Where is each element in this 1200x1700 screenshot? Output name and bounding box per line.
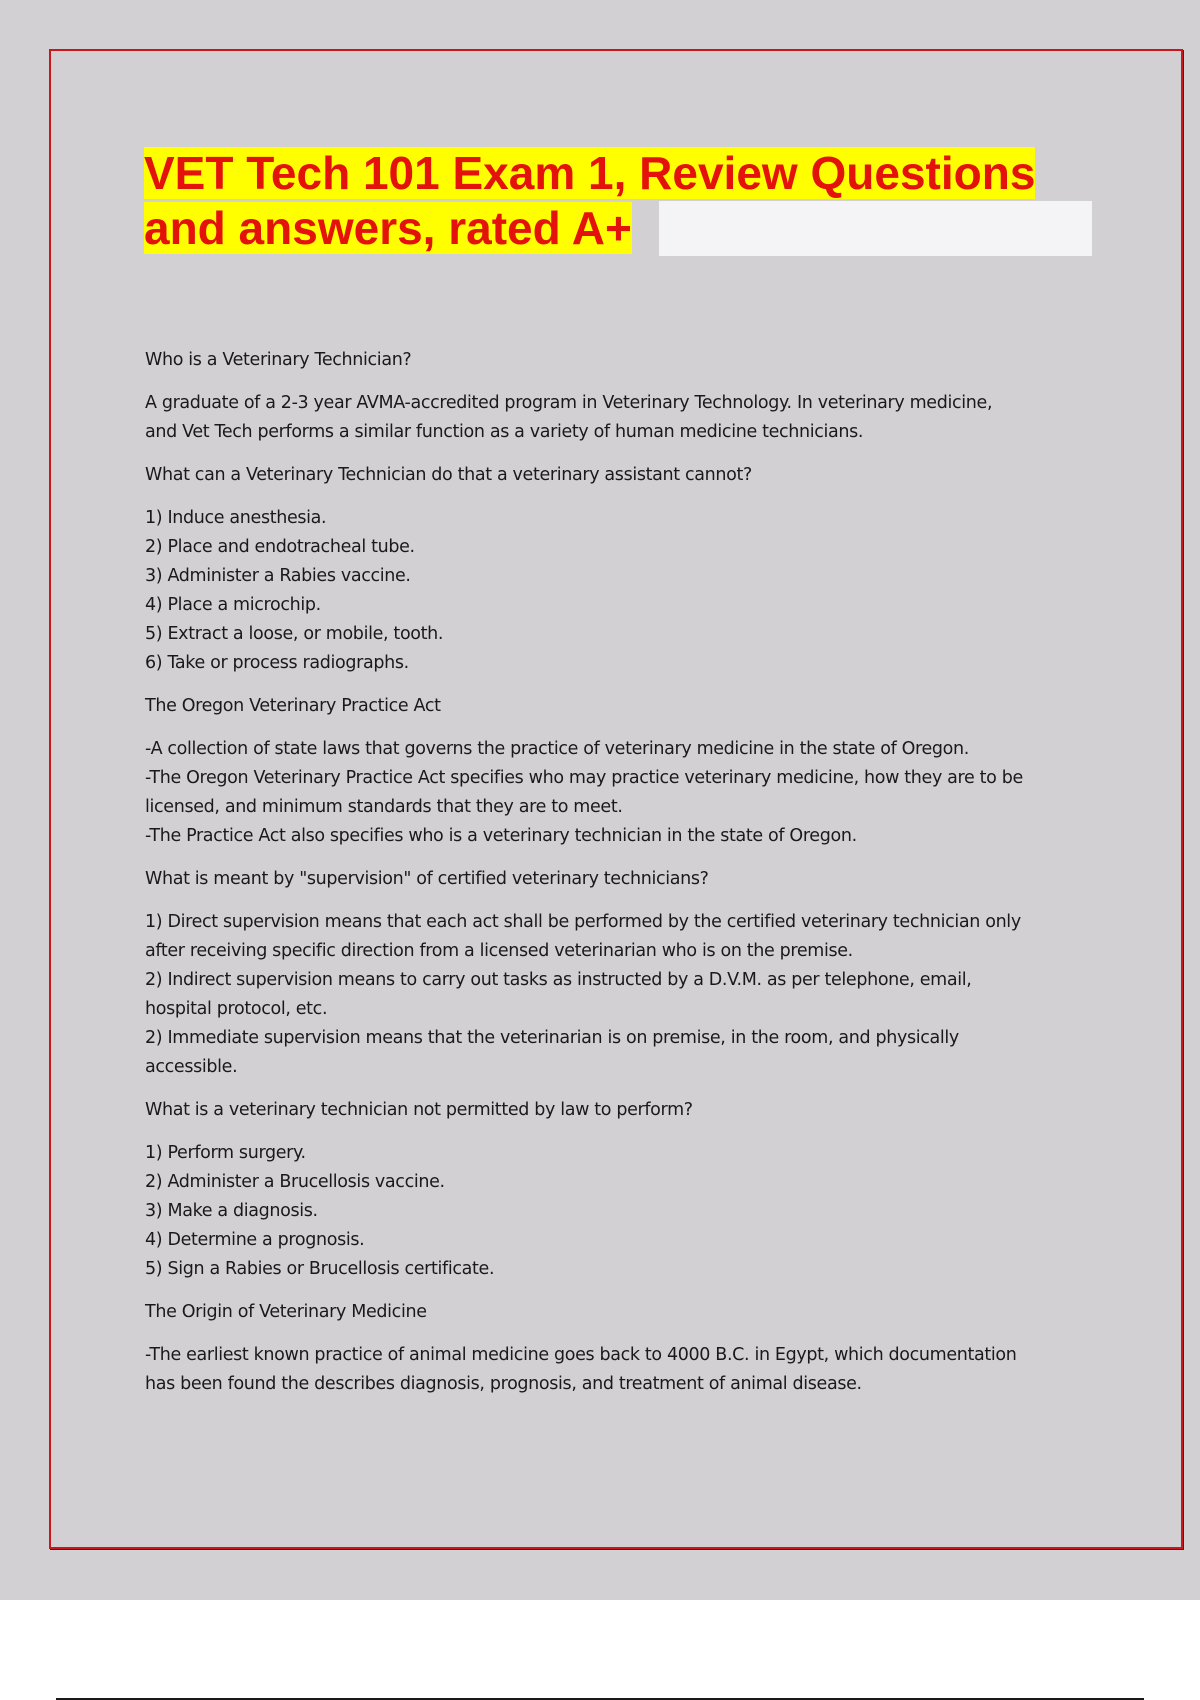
list-item: hospital protocol, etc. xyxy=(145,999,328,1019)
question-text: What can a Veterinary Technician do that a veterinary assistant cannot? xyxy=(145,465,752,485)
list-item: 2) Immediate supervision means that the veterinarian is on premise, in the room, and physically xyxy=(145,1028,959,1048)
list-item: 6) Take or process radiographs. xyxy=(145,653,409,673)
list-item: 2) Administer a Brucellosis vaccine. xyxy=(145,1172,445,1192)
list-item: 1) Induce anesthesia. xyxy=(145,508,327,528)
qa-section xyxy=(145,692,1095,851)
answer-line: -A collection of state laws that governs the practice of veterinary medicine in the state of Oregon. xyxy=(145,739,969,759)
list-item: 1) Perform surgery. xyxy=(145,1143,306,1163)
list-item: 3) Make a diagnosis. xyxy=(145,1201,318,1221)
answer-line: A graduate of a 2-3 year AVMA-accredited program in Veterinary Technology. In veterinary medicine, xyxy=(145,393,993,413)
page-title xyxy=(144,146,1092,256)
title-block xyxy=(144,146,1092,256)
list-item: 2) Place and endotracheal tube. xyxy=(145,537,415,557)
list-item: 4) Determine a prognosis. xyxy=(145,1230,365,1250)
list-item: 1) Direct supervision means that each act shall be performed by the certified veterinary technician only xyxy=(145,912,1021,932)
answer-list xyxy=(145,504,1095,678)
answer-line: -The earliest known practice of animal medicine goes back to 4000 B.C. in Egypt, which documentation xyxy=(145,1345,1017,1365)
list-item: 3) Administer a Rabies vaccine. xyxy=(145,566,411,586)
question-text: What is meant by "supervision" of certified veterinary technicians? xyxy=(145,869,709,889)
qa-section xyxy=(145,1096,1095,1284)
answer-text xyxy=(145,1341,1095,1399)
answer-line: -The Practice Act also specifies who is a veterinary technician in the state of Oregon. xyxy=(145,826,857,846)
answer-line: -The Oregon Veterinary Practice Act specifies who may practice veterinary medicine, how they are to be xyxy=(145,768,1023,788)
title-line-1: VET Tech 101 Exam 1, Review Questions xyxy=(144,147,1036,199)
answer-list xyxy=(145,1139,1095,1284)
answer-line: and Vet Tech performs a similar function as a variety of human medicine technicians. xyxy=(145,422,864,442)
list-item: 5) Sign a Rabies or Brucellosis certificate. xyxy=(145,1259,495,1279)
title-line-2: and answers, rated A+ xyxy=(144,202,632,254)
answer-line: licensed, and minimum standards that they are to meet. xyxy=(145,797,623,817)
question-text: The Origin of Veterinary Medicine xyxy=(145,1302,427,1322)
list-item: 4) Place a microchip. xyxy=(145,595,321,615)
list-item: after receiving specific direction from a licensed veterinarian who is on the premise. xyxy=(145,941,853,961)
list-item: accessible. xyxy=(145,1057,238,1077)
question-text: The Oregon Veterinary Practice Act xyxy=(145,696,441,716)
answer-list xyxy=(145,908,1095,1082)
qa-section xyxy=(145,461,1095,678)
answer-text xyxy=(145,389,1095,447)
answer-line: has been found the describes diagnosis, prognosis, and treatment of animal disease. xyxy=(145,1374,862,1394)
qa-section xyxy=(145,346,1095,447)
document-body xyxy=(145,346,1095,1413)
answer-text xyxy=(145,735,1095,851)
question-text: What is a veterinary technician not permitted by law to perform? xyxy=(145,1100,693,1120)
question-text: Who is a Veterinary Technician? xyxy=(145,350,412,370)
qa-section xyxy=(145,865,1095,1082)
qa-section xyxy=(145,1298,1095,1399)
list-item: 2) Indirect supervision means to carry out tasks as instructed by a D.V.M. as per telephone, email, xyxy=(145,970,972,990)
list-item: 5) Extract a loose, or mobile, tooth. xyxy=(145,624,444,644)
